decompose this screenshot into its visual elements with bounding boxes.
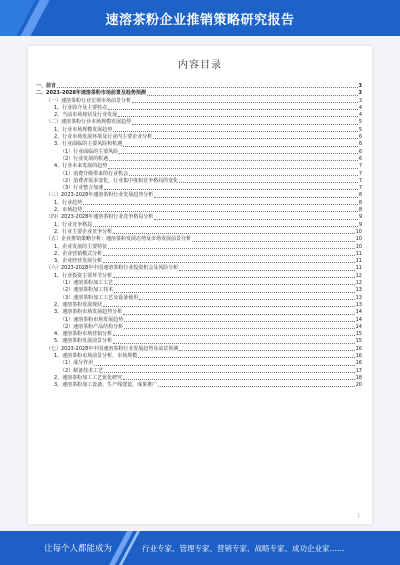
toc-entry-page: 13 xyxy=(355,301,362,308)
toc-entry-text: 3、行业面临的主要风险和机遇 xyxy=(54,141,123,148)
toc-leader-dots xyxy=(104,189,358,190)
toc-leader-dots xyxy=(113,335,354,336)
toc-entry-page: 9 xyxy=(358,221,362,228)
toc-entry-page: 10 xyxy=(355,243,362,250)
toc-entry[interactable] xyxy=(36,287,362,294)
toc-entry-text: 2、行业市场发展环境及行业内主要企业分析 xyxy=(54,134,153,141)
toc-leader-dots xyxy=(179,182,358,183)
toc-entry-text: （2）速溶茶粉加工技术 xyxy=(60,287,114,294)
toc-leader-dots xyxy=(158,386,354,387)
toc-leader-dots xyxy=(103,306,354,307)
toc-entry-text: （二）速溶茶粉行业市场规模发展趋势 xyxy=(46,119,132,126)
toc-entry-page: 6 xyxy=(358,134,362,141)
toc-entry-page: 10 xyxy=(355,228,362,235)
toc-entry-page: 8 xyxy=(358,192,362,199)
toc-entry-text: 1、行业竞争格局 xyxy=(54,221,93,228)
toc-leader-dots xyxy=(153,138,358,139)
toc-entry-page: 8 xyxy=(358,199,362,206)
toc-leader-dots xyxy=(113,131,358,132)
toc-leader-dots xyxy=(108,109,358,110)
toc-entry-page: 3 xyxy=(358,90,362,97)
toc-entry-page: 18 xyxy=(355,374,362,381)
toc-entry-text: 1、行业市场规模发展趋势 xyxy=(54,126,113,133)
toc-entry-text: 4、速溶茶粉市场营销分析 xyxy=(54,331,113,338)
toc-leader-dots xyxy=(179,350,354,351)
toc-leader-dots xyxy=(113,233,354,234)
toc-entry-text: 2、速溶茶粉加工工艺优化研究 xyxy=(54,374,123,381)
toc-entry[interactable] xyxy=(36,127,362,134)
toc-entry-text: 3、速溶茶粉市场发展趋势分析 xyxy=(54,309,123,316)
toc-entry-page: 4 xyxy=(358,112,362,119)
toc-entry[interactable] xyxy=(36,119,362,126)
toc-entry-text: 1、速溶茶粉市场前景分析，市场规模 xyxy=(54,352,138,359)
toc-entry-text: （一）速溶茶粉行业宏观市场前景分析 xyxy=(46,97,132,104)
toc-entry-text: （2）速溶茶粉产品结构分析 xyxy=(60,323,124,330)
toc-entry-page: 8 xyxy=(358,207,362,214)
toc-entry-page: 14 xyxy=(355,309,362,316)
toc-leader-dots xyxy=(123,379,354,380)
toc-entry-page: 7 xyxy=(358,177,362,184)
toc-leader-dots xyxy=(93,226,358,227)
toc-leader-dots xyxy=(138,357,354,358)
toc-entry-text: 3、速溶茶粉加工设备、生产线建设、成果推广 xyxy=(54,382,158,389)
toc-entry[interactable] xyxy=(36,244,362,251)
toc-entry-text: （四）2023-2028年速溶茶粉行业竞争格局分析 xyxy=(46,214,154,221)
toc-entry-page: 15 xyxy=(355,338,362,345)
toc-entry[interactable] xyxy=(36,171,362,178)
toc-entry-page: 11 xyxy=(355,250,362,257)
toc-entry-page: 5 xyxy=(358,126,362,133)
toc-entry-text: （三）2023-2028年速溶茶粉行业发展趋势分析 xyxy=(46,192,154,199)
toc-leader-dots xyxy=(124,328,354,329)
toc-list xyxy=(36,83,362,389)
toc-entry-page: 7 xyxy=(358,163,362,170)
toc-leader-dots xyxy=(113,277,354,278)
toc-entry-text: 4、行业未来发展的趋势 xyxy=(54,163,108,170)
toc-leader-dots xyxy=(83,211,358,212)
toc-entry-text: （2）制备技术工艺 xyxy=(60,367,104,374)
toc-entry-text: （1）速溶茶粉加工工艺 xyxy=(60,280,114,287)
document-page xyxy=(28,46,372,524)
toc-entry[interactable] xyxy=(36,200,362,207)
toc-entry[interactable] xyxy=(36,192,362,199)
header-banner xyxy=(0,0,400,36)
toc-leader-dots xyxy=(104,372,354,373)
toc-entry[interactable] xyxy=(36,90,362,97)
toc-entry[interactable] xyxy=(36,309,362,316)
toc-entry-page: 17 xyxy=(355,367,362,374)
toc-leader-dots xyxy=(103,262,354,263)
footer-slogan: 让每个人都能成为 xyxy=(44,544,113,554)
toc-leader-dots xyxy=(118,116,358,117)
toc-leader-dots xyxy=(114,292,354,293)
toc-entry-page: 16 xyxy=(355,345,362,352)
toc-entry-text: （1）速溶茶粉市场发展趋势 xyxy=(60,316,124,323)
toc-entry-text: 2、行业主要企业竞争分析 xyxy=(54,228,113,235)
toc-entry[interactable] xyxy=(36,382,362,389)
toc-entry-text: （3）行业整合加速 xyxy=(60,185,104,192)
toc-entry-page: 3 xyxy=(358,97,362,104)
toc-entry-page: 9 xyxy=(358,214,362,221)
toc-leader-dots xyxy=(132,124,358,125)
toc-entry[interactable] xyxy=(36,265,362,272)
toc-leader-dots xyxy=(123,146,358,147)
toc-entry-text: （2）消费者需求变化，行业集中度和竞争格局的变化 xyxy=(60,177,179,184)
toc-entry[interactable] xyxy=(36,236,362,243)
toc-entry-text: 2、企业营销模式分析 xyxy=(54,250,103,257)
toc-entry-page: 6 xyxy=(358,155,362,162)
report-title: 速溶茶粉企业推销策略研究报告 xyxy=(105,13,295,28)
toc-entry[interactable] xyxy=(36,141,362,148)
toc-title: 内容目录 xyxy=(178,60,222,71)
toc-entry-text: 二、2023-2028年速溶茶粉市场前景及趋势预测 xyxy=(36,90,146,97)
toc-entry-page: 6 xyxy=(358,141,362,148)
toc-leader-dots xyxy=(94,365,354,366)
toc-leader-dots xyxy=(139,299,354,300)
toc-entry-text: 1、企业发展的主要特征 xyxy=(54,243,108,250)
toc-entry-page: 12 xyxy=(355,280,362,287)
toc-entry-page: 7 xyxy=(358,185,362,192)
toc-leader-dots xyxy=(108,248,354,249)
toc-entry-text: 3、企业经营发展分析 xyxy=(54,258,103,265)
toc-entry[interactable] xyxy=(36,346,362,353)
toc-entry-page: 13 xyxy=(355,294,362,301)
toc-entry[interactable] xyxy=(36,338,362,345)
toc-entry-page: 6 xyxy=(358,148,362,155)
toc-entry-text: 2、市场趋势 xyxy=(54,207,83,214)
toc-entry-page: 12 xyxy=(355,272,362,279)
toc-leader-dots xyxy=(57,87,358,88)
toc-leader-dots xyxy=(103,255,354,256)
toc-entry[interactable] xyxy=(36,317,362,324)
toc-entry-text: 1、行业简介及主要特点 xyxy=(54,104,108,111)
toc-entry-page: 7 xyxy=(358,170,362,177)
toc-leader-dots xyxy=(109,160,358,161)
toc-entry-page: 16 xyxy=(355,352,362,359)
toc-entry-page: 3 xyxy=(358,83,362,89)
toc-leader-dots xyxy=(124,321,354,322)
toc-entry-text: （1）消费升级带来的行业机会 xyxy=(60,170,129,177)
toc-leader-dots xyxy=(154,197,358,198)
toc-leader-dots xyxy=(147,95,358,96)
toc-entry-text: （1）成分作用 xyxy=(60,360,94,367)
page-number: 1 xyxy=(357,513,360,518)
toc-entry-page: 5 xyxy=(358,119,362,126)
toc-entry[interactable] xyxy=(36,214,362,221)
toc-entry-text: 一、前言 xyxy=(36,83,57,89)
toc-entry[interactable] xyxy=(36,222,362,229)
toc-leader-dots xyxy=(179,270,354,271)
toc-leader-dots xyxy=(154,219,358,220)
toc-leader-dots xyxy=(123,314,354,315)
toc-entry-text: （1）行业面临的主要风险 xyxy=(60,148,119,155)
toc-entry-page: 20 xyxy=(355,382,362,389)
toc-entry-page: 10 xyxy=(355,236,362,243)
toc-entry[interactable] xyxy=(36,295,362,302)
toc-entry-page: 11 xyxy=(355,265,362,272)
toc-entry-page: 14 xyxy=(355,316,362,323)
toc-leader-dots xyxy=(119,153,358,154)
toc-leader-dots xyxy=(129,175,358,176)
toc-entry-text: 2、速溶茶粉发展现状 xyxy=(54,301,103,308)
toc-entry[interactable] xyxy=(36,163,362,170)
toc-entry[interactable] xyxy=(36,368,362,375)
toc-entry-text: （2）行业发展的机遇 xyxy=(60,155,109,162)
toc-entry-page: 15 xyxy=(355,331,362,338)
toc-entry[interactable] xyxy=(36,360,362,367)
toc-entry-page: 4 xyxy=(358,104,362,111)
toc-leader-dots xyxy=(83,204,358,205)
toc-entry[interactable] xyxy=(36,149,362,156)
toc-entry-text: 5、速溶茶粉发展前景分析 xyxy=(54,338,113,345)
toc-entry-text: （六）2023-2028年中国速溶茶粉行业投资机会及风险分析 xyxy=(46,265,179,272)
toc-entry-text: （五）企业推销策略分析：速溶茶粉发展态势及市场发展前景分析 xyxy=(46,236,192,243)
toc-entry-page: 14 xyxy=(355,323,362,330)
toc-entry[interactable] xyxy=(36,324,362,331)
toc-leader-dots xyxy=(114,284,354,285)
toc-entry-text: 1、行业投资主要环节分析 xyxy=(54,272,113,279)
toc-entry-page: 16 xyxy=(355,360,362,367)
toc-leader-dots xyxy=(113,343,354,344)
toc-entry[interactable] xyxy=(36,98,362,105)
toc-leader-dots xyxy=(132,102,358,103)
toc-entry-text: 1、行业趋势 xyxy=(54,199,83,206)
toc-entry[interactable] xyxy=(36,273,362,280)
toc-leader-dots xyxy=(192,241,355,242)
footer-tagline: 行业专家、管理专家、营销专家、战略专家、成功企业家…… xyxy=(142,544,345,553)
toc-entry-text: 2、当前市场现状及行业发展 xyxy=(54,112,118,119)
toc-entry-text: （七）2023-2028年中国速溶茶粉行业发展趋势及前景预测 xyxy=(46,345,179,352)
toc-entry-text: （3）速溶茶粉加工工艺及设备使用 xyxy=(60,294,139,301)
toc-entry-page: 13 xyxy=(355,287,362,294)
toc-leader-dots xyxy=(108,168,358,169)
toc-entry-page: 11 xyxy=(355,258,362,265)
footer-banner xyxy=(0,531,400,565)
